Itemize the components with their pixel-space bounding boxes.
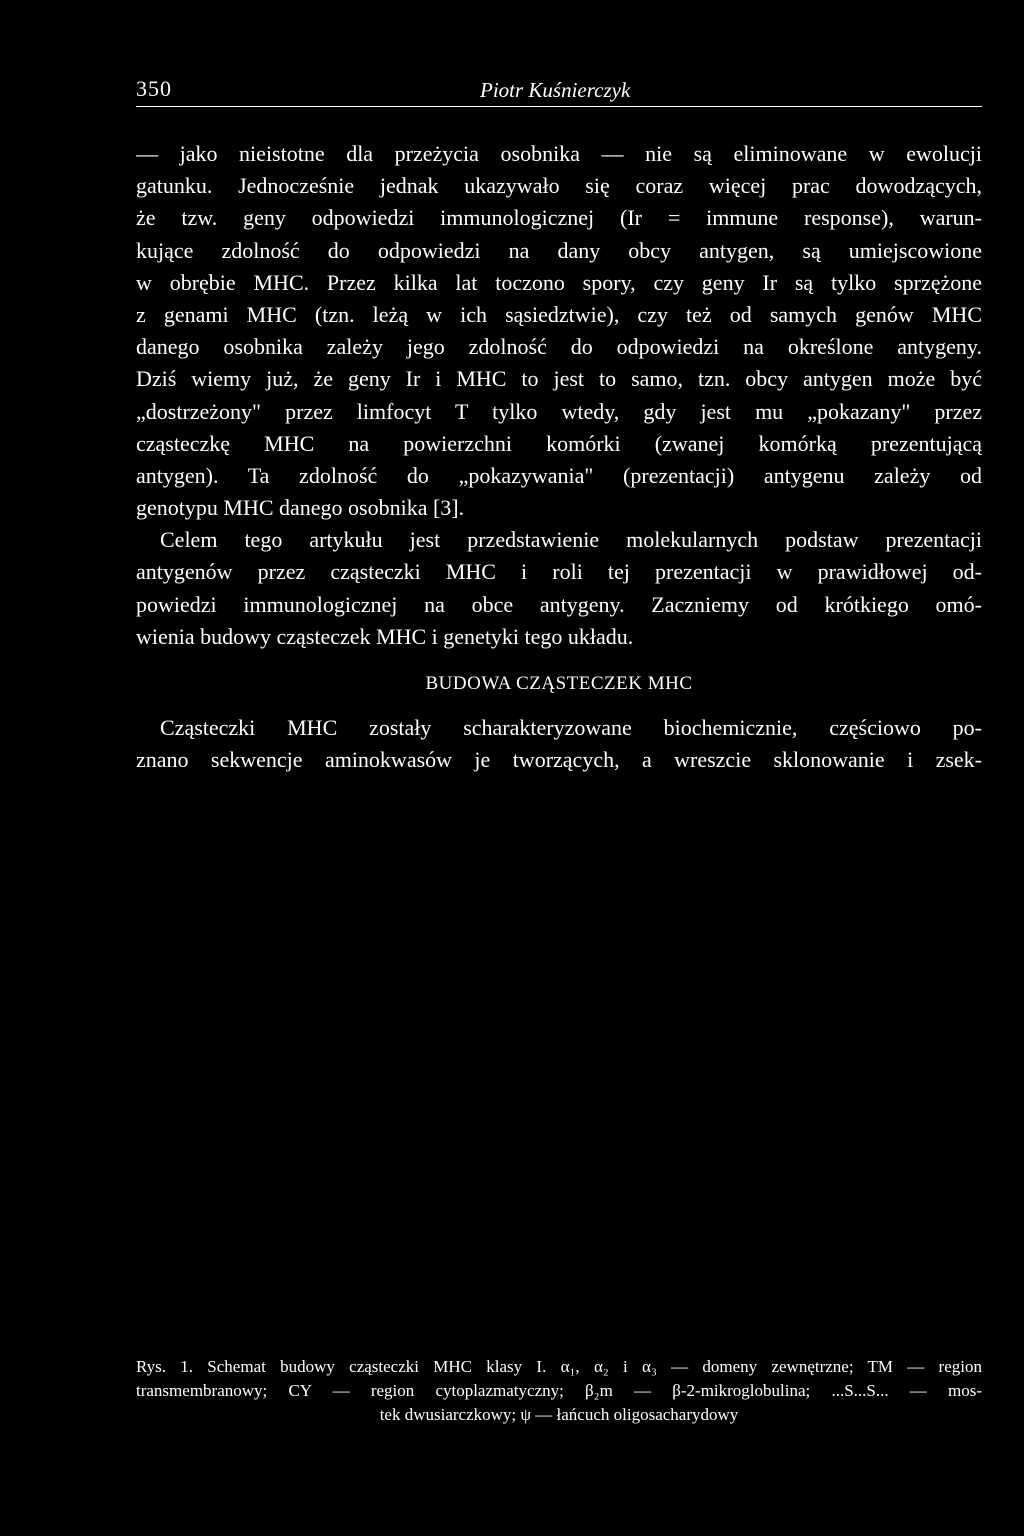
caption-line: transmembranowy; CY — region cytoplazmatyczny; β₂m — β-2-mikroglobulina; ...S...S... — mos- (136, 1381, 982, 1400)
text-line: gatunku. Jednocześnie jednak ukazywało się coraz więcej prac dowodzących, (136, 173, 982, 199)
page-header (136, 76, 982, 107)
paragraph-2 (136, 524, 982, 653)
text-line: genotypu MHC danego osobnika [3]. (136, 495, 465, 521)
caption-line: tek dwusiarczkowy; ψ — łańcuch oligosacharydowy (379, 1405, 739, 1424)
body-text (136, 138, 982, 653)
section-heading: BUDOWA CZĄSTECZEK MHC (425, 673, 693, 694)
text-line: kujące zdolność do odpowiedzi na dany obcy antygen, są umiejscowione (136, 237, 982, 263)
text-line: znano sekwencje aminokwasów je tworzących, a wreszcie sklonowanie i zsek- (136, 747, 982, 773)
text-line: Cząsteczki MHC zostały scharakteryzowane biochemicznie, częściowo po- (160, 715, 982, 740)
running-head-author: Piotr Kuśnierczyk (480, 78, 631, 102)
figure-placeholder (136, 800, 982, 1340)
section-paragraph (136, 712, 982, 776)
text-line: danego osobnika zależy jego zdolność do odpowiedzi na określone antygeny. (136, 334, 982, 360)
paragraph-1 (136, 138, 982, 524)
page-number: 350 (136, 76, 172, 101)
figure-caption (136, 1355, 982, 1427)
text-line: — jako nieistotne dla przeżycia osobnika — nie są eliminowane w ewolucji (136, 141, 982, 166)
text-line: antygen). Ta zdolność do „pokazywania" (prezentacji) antygenu zależy od (136, 462, 982, 488)
text-line: wienia budowy cząsteczek MHC i genetyki tego układu. (136, 623, 634, 649)
text-line: Celem tego artykułu jest przedstawienie molekularnych podstaw prezentacji (160, 527, 982, 553)
caption-line: Rys. 1. Schemat budowy cząsteczki MHC klasy I. α₁, α₂ i α₃ — domeny zewnętrzne; TM — region (136, 1357, 982, 1376)
text-line: z genami MHC (tzn. leżą w ich sąsiedztwie), czy też od samych genów MHC (136, 301, 982, 327)
text-line: Dziś wiemy już, że geny Ir i MHC to jest to samo, tzn. obcy antygen może być (136, 366, 982, 392)
text-line: antygenów przez cząsteczki MHC i roli tej prezentacji w prawidłowej od- (136, 559, 982, 585)
text-line: w obrębie MHC. Przez kilka lat toczono spory, czy geny Ir są tylko sprzężone (136, 269, 982, 295)
text-line: że tzw. geny odpowiedzi immunologicznej (Ir = immune response), warun- (136, 205, 982, 231)
text-line: cząsteczkę MHC na powierzchni komórki (zwanej komórką prezentującą (136, 430, 982, 456)
text-line: „dostrzeżony" przez limfocyt T tylko wtedy, gdy jest mu „pokazany" przez (136, 398, 982, 424)
text-line: powiedzi immunologicznej na obce antygeny. Zaczniemy od krótkiego omó- (136, 591, 982, 617)
